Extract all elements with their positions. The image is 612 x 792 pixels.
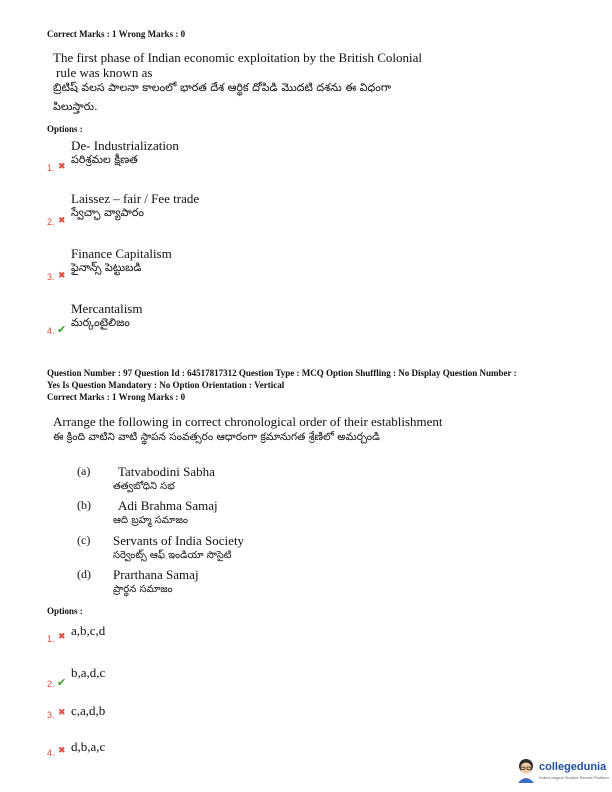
item-key: (d) xyxy=(77,567,91,581)
option-text-en: Mercantalism xyxy=(71,301,143,316)
question-text-en: The first phase of Indian economic exploitation by the British Colonial xyxy=(53,50,422,65)
option-text-te: ఫైనాన్స్ పెట్టుబడి xyxy=(71,261,142,274)
option-text-en: Finance Capitalism xyxy=(71,246,172,261)
option-number: 1. xyxy=(47,634,55,644)
option-number: 3. xyxy=(47,710,55,720)
option-text-en: De- Industrialization xyxy=(71,138,179,153)
option-number: 4. xyxy=(47,326,55,336)
marks-line: Correct Marks : 1 Wrong Marks : 0 xyxy=(47,29,186,39)
option-text-te: పరిశ్రమల క్షీణత xyxy=(71,153,138,166)
item-text-te: ప్రార్థన సమాజం xyxy=(113,584,173,595)
collegedunia-logo xyxy=(515,755,607,787)
logo-wordmark: collegedunia xyxy=(539,761,607,773)
option-text: a,b,c,d xyxy=(71,623,106,638)
item-key: (c) xyxy=(77,533,91,547)
wrong-icon: ✖ xyxy=(58,632,66,642)
item-text-en: Servants of India Society xyxy=(113,533,245,548)
item-text-te: ఆది బ్రహ్మ సమాజం xyxy=(113,515,188,526)
option-text-te: మర్కంటైలిజం xyxy=(71,316,130,329)
option-text: d,b,a,c xyxy=(71,739,106,754)
item-text-te: తత్వబోధిని సభ xyxy=(113,481,175,492)
option-text-te: స్వేచ్ఛా వ్యాపారం xyxy=(71,206,144,219)
option-number: 4. xyxy=(47,748,55,758)
question-text-en: rule was known as xyxy=(56,65,153,80)
option-text-en: Laissez – fair / Fee trade xyxy=(71,191,200,206)
options-label: Options : xyxy=(47,606,83,616)
item-key: (a) xyxy=(77,464,91,478)
marks-line: Correct Marks : 1 Wrong Marks : 0 xyxy=(47,392,186,402)
question-header: Question Number : 97 Question Id : 64517817312 Question Type : MCQ Option Shuffling : No Display Question Number : xyxy=(47,368,517,378)
wrong-icon: ✖ xyxy=(58,746,66,756)
question-header: Yes Is Question Mandatory : No Option Orientation : Vertical xyxy=(47,380,285,390)
option-text: c,a,d,b xyxy=(71,703,106,718)
item-text-en: Prarthana Samaj xyxy=(113,567,199,582)
item-text-en: Adi Brahma Samaj xyxy=(118,498,218,513)
wrong-icon: ✖ xyxy=(58,162,66,172)
question-text-en: Arrange the following in correct chronological order of their establishment xyxy=(53,414,443,429)
wrong-icon: ✖ xyxy=(58,216,66,226)
logo-tagline: India's largest Student Review Platform xyxy=(539,775,609,780)
option-number: 1. xyxy=(47,163,55,173)
option-text: b,a,d,c xyxy=(71,665,106,680)
option-number: 2. xyxy=(47,217,55,227)
wrong-icon: ✖ xyxy=(58,271,66,281)
item-key: (b) xyxy=(77,498,91,512)
options-label: Options : xyxy=(47,124,83,134)
item-text-te: సర్వెంట్స్ ఆఫ్ ఇండియా సొసైటి xyxy=(113,550,232,561)
item-text-en: Tatvabodini Sabha xyxy=(118,464,215,479)
question-text-te: ఈ క్రింది వాటిని వాటి స్థాపన సంవత్సరం ఆధారంగా క్రమానుగత శ్రేణిలో అమర్చండి xyxy=(53,431,380,443)
check-icon: ✔ xyxy=(57,323,67,336)
option-number: 3. xyxy=(47,272,55,282)
wrong-icon: ✖ xyxy=(58,708,66,718)
question-text-te: బ్రిటిష్ వలస పాలనా కాలంలో భారత దేశ ఆర్థిక దోపిడి మొదటి దశను ఈ విధంగా xyxy=(53,81,391,94)
mascot-icon xyxy=(515,757,537,783)
question-text-te: పిలుస్తారు. xyxy=(53,100,98,113)
option-number: 2. xyxy=(47,679,55,689)
check-icon: ✔ xyxy=(57,676,67,689)
